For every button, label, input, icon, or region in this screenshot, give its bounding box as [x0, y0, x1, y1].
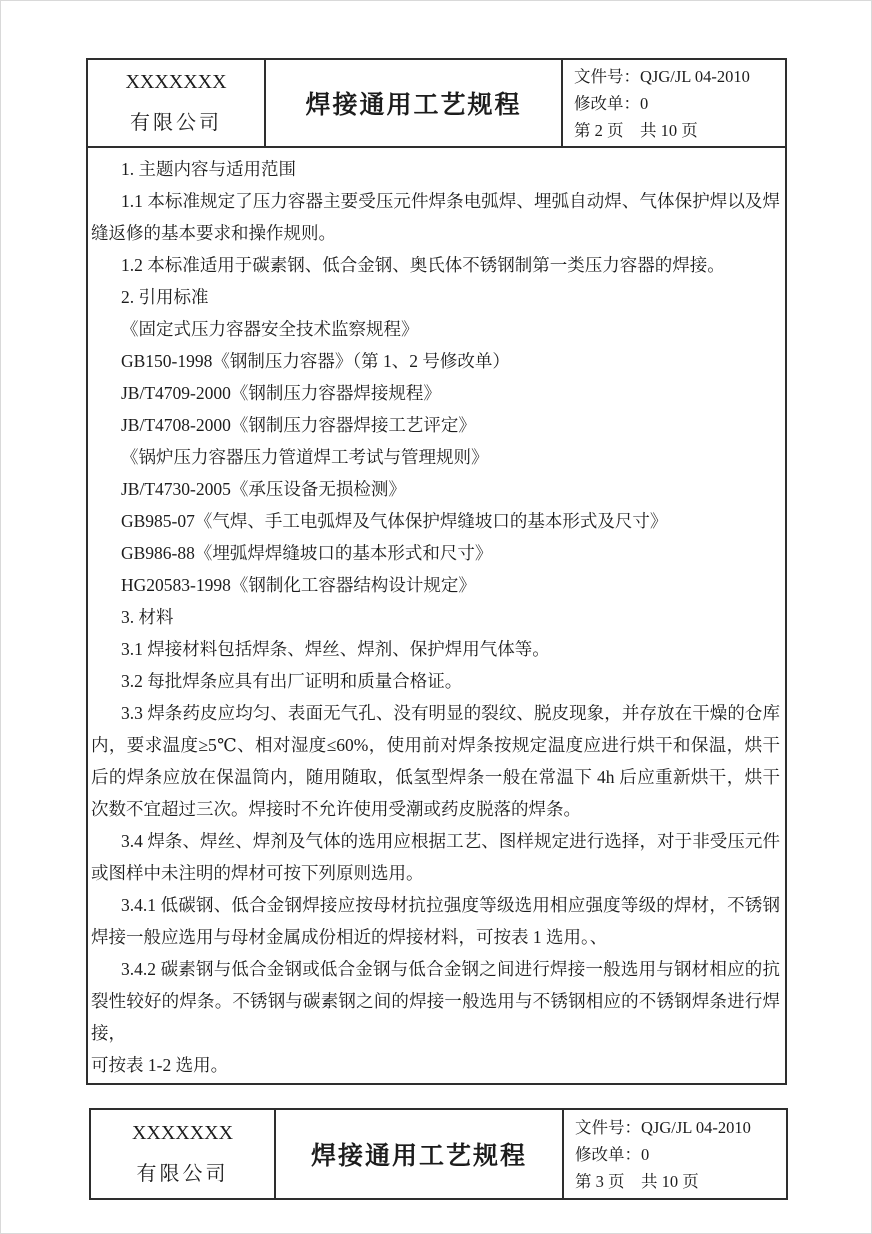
document-title-bottom: 焊接通用工艺规程 — [276, 1110, 564, 1198]
body-paragraph: JB/T4709-2000《钢制压力容器焊接规程》 — [121, 383, 441, 403]
body-paragraph: 3.2 每批焊条应具有出厂证明和质量合格证。 — [121, 671, 463, 691]
body-paragraph: 1. 主题内容与适用范围 — [121, 159, 296, 179]
company-name-line1: XXXXXXX — [125, 71, 227, 94]
header-table-bottom — [89, 1108, 788, 1200]
company-cell-top — [88, 60, 266, 146]
body-paragraph: JB/T4708-2000《钢制压力容器焊接工艺评定》 — [121, 415, 476, 435]
body-paragraph: GB986-88《埋弧焊焊缝坡口的基本形式和尺寸》 — [121, 543, 493, 563]
revision-number: 修改单：0 — [575, 1144, 650, 1164]
body-paragraph: 3.4 焊条、焊丝、焊剂及气体的选用应根据工艺、图样规定进行选择，对于非受压元件或图样中未注明的焊材可按下列原则选用。 — [91, 831, 780, 883]
body-paragraph: 3.3 焊条药皮应均匀、表面无气孔、没有明显的裂纹、脱皮现象，并存放在干燥的仓库内，要求温度≥5℃、相对湿度≤60%，使用前对焊条按规定温度应进行烘干和保温，烘干后的焊条应放在保温筒内，随用随取，低氢型焊条一般在常温下 4h 后应重新烘干，烘干次数不宜超过三次。焊接时不允许使用受潮或药皮脱落的焊条。 — [91, 703, 780, 819]
document-body — [86, 148, 787, 1085]
body-paragraph: 1.2 本标准适用于碳素钢、低合金钢、奥氏体不锈钢制第一类压力容器的焊接。 — [121, 255, 725, 275]
doc-number: 文件号：QJG/JL 04-2010 — [574, 66, 750, 86]
document-title-top: 焊接通用工艺规程 — [266, 60, 563, 146]
body-paragraph: 《固定式压力容器安全技术监察规程》 — [121, 319, 419, 339]
page-number: 第 2 页 共 10 页 — [574, 120, 698, 140]
body-paragraph: 2. 引用标准 — [121, 287, 209, 307]
body-paragraph: HG20583-1998《钢制化工容器结构设计规定》 — [121, 575, 476, 595]
body-paragraph: JB/T4730-2005《承压设备无损检测》 — [121, 479, 406, 499]
doc-info-cell-bottom — [564, 1110, 786, 1198]
company-cell-bottom — [91, 1110, 276, 1198]
revision-number: 修改单：0 — [574, 93, 649, 113]
page-number: 第 3 页 共 10 页 — [575, 1171, 699, 1191]
body-paragraph: 3. 材料 — [121, 607, 174, 627]
body-paragraph: 3.4.2 碳素钢与低合金钢或低合金钢与低合金钢之间进行焊接一般选用与钢材相应的抗裂性较好的焊条。不锈钢与碳素钢之间的焊接一般选用与不锈钢相应的不锈钢焊条进行焊接， — [91, 959, 780, 1043]
body-paragraph: 3.1 焊接材料包括焊条、焊丝、焊剂、保护焊用气体等。 — [121, 639, 550, 659]
body-paragraph: GB150-1998《钢制压力容器》（第 1、2 号修改单） — [121, 351, 510, 371]
body-paragraph: 1.1 本标准规定了压力容器主要受压元件焊条电弧焊、埋弧自动焊、气体保护焊以及焊缝返修的基本要求和操作规则。 — [91, 191, 780, 243]
body-paragraph: 可按表 1-2 选用。 — [91, 1055, 229, 1075]
body-paragraph: GB985-07《气焊、手工电弧焊及气体保护焊缝坡口的基本形式及尺寸》 — [121, 511, 668, 531]
body-paragraph: 《锅炉压力容器压力管道焊工考试与管理规则》 — [121, 447, 489, 467]
company-name-line2: 有限公司 — [130, 111, 222, 134]
body-paragraph: 3.4.1 低碳钢、低合金钢焊接应按母材抗拉强度等级选用相应强度等级的焊材，不锈钢焊接一般应选用与母材金属成份相近的焊接材料，可按表 1 选用。、 — [91, 895, 780, 947]
company-name-line1: XXXXXXX — [131, 1122, 234, 1144]
header-table-top — [86, 58, 787, 148]
doc-info-cell-top — [563, 60, 785, 146]
company-name-line2: 有限公司 — [136, 1163, 229, 1185]
doc-number: 文件号：QJG/JL 04-2010 — [575, 1117, 751, 1137]
